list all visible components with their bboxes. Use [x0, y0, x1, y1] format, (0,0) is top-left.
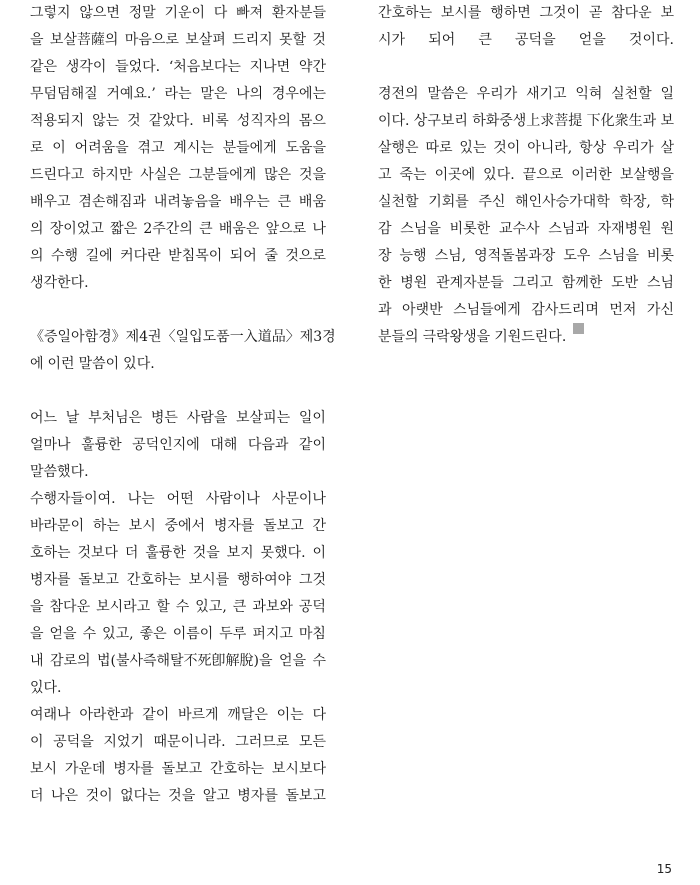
text-line: 고 죽는 이곳에 있다. 끝으로 이러한 보살행을	[378, 167, 674, 183]
text-line: 이 공덕을 지었기 때문이니라. 그러므로 모든	[30, 734, 326, 750]
text-line: 과 아랫반 스님들에게 감사드리며 먼저 가신	[378, 302, 674, 318]
text-line: 수행자들이여. 나는 어떤 사람이나 사문이나	[30, 491, 326, 507]
text-line: 얼마나 훌륭한 공덕인지에 대해 다음과 같이	[30, 437, 326, 453]
text-line: 호하는 것보다 더 훌륭한 것을 보지 못했다. 이	[30, 545, 326, 561]
text-line: 시가 되어 큰 공덕을 얻을 것이다.	[378, 32, 674, 48]
text-line: 을 참다운 보시라고 할 수 있고, 큰 과보와 공덕	[30, 599, 326, 615]
text-line: 을 얻을 수 있고, 좋은 이름이 두루 퍼지고 마침	[30, 626, 326, 642]
text-line: 바라문이 하는 보시 중에서 병자를 돌보고 간	[30, 518, 326, 534]
text-line: 에 이런 말씀이 있다.	[30, 356, 155, 372]
text-line: 의 수행 길에 커다란 받침목이 되어 줄 것으로	[30, 248, 326, 264]
end-mark-icon	[573, 323, 584, 334]
text-line: 한 병원 관계자분들 그리고 함께한 도반 스님	[378, 275, 674, 291]
paragraph-gap	[378, 54, 674, 81]
right-column	[378, 0, 674, 351]
text-line: 간호하는 보시를 행하면 그것이 곧 참다운 보	[378, 5, 674, 21]
text-line: 생각한다.	[30, 275, 89, 291]
paragraph-gap	[30, 297, 326, 324]
text-line: 감 스님을 비롯한 교수사 스님과 자재병원 원	[378, 221, 674, 237]
text-line: 살행은 따로 있는 것이 아니라, 항상 우리가 살	[378, 140, 674, 156]
text-line: 여래나 아라한과 같이 바르게 깨달은 이는 다	[30, 707, 326, 723]
text-line: 내 감로의 법(불사즉해탈不死卽解脫)을 얻을 수	[30, 653, 326, 669]
text-line: 무덤덤해질 거예요.’ 라는 말은 나의 경우에는	[30, 86, 326, 102]
text-line: 병자를 돌보고 간호하는 보시를 행하여야 그것	[30, 572, 326, 588]
text-line: 장 능행 스님, 영적돌봄과장 도우 스님을 비롯	[378, 248, 674, 264]
left-column	[30, 0, 336, 810]
page-number: 15	[656, 862, 672, 876]
text-line: 어느 날 부처님은 병든 사람을 보살피는 일이	[30, 410, 326, 426]
text-line: 같은 생각이 들었다. ‘처음보다는 지나면 약간	[30, 59, 326, 75]
text-line: 적용되지 않는 것 같았다. 비록 성직자의 몸으	[30, 113, 326, 129]
text-line: 보시 가운데 병자를 돌보고 간호하는 보시보다	[30, 761, 326, 777]
text-line: 의 장이었고 짧은 2주간의 큰 배움은 앞으로 나	[30, 221, 326, 237]
text-line: 배우고 겸손해짐과 내려놓음을 배우는 큰 배움	[30, 194, 326, 210]
paragraph-gap	[30, 378, 326, 405]
text-line: 그렇지 않으면 정말 기운이 다 빠져 환자분들	[30, 5, 326, 21]
text-line: 드린다고 하지만 사실은 그분들에게 많은 것을	[30, 167, 326, 183]
text-line: 실천할 기회를 주신 해인사승가대학 학장, 학	[378, 194, 674, 210]
text-line: 로 이 어려움을 겪고 계시는 분들에게 도움을	[30, 140, 326, 156]
text-line: 을 보살菩薩의 마음으로 보살펴 드리지 못할 것	[30, 32, 326, 48]
text-line: 분들의 극락왕생을 기원드린다.	[378, 324, 674, 351]
text-line: 있다.	[30, 680, 62, 696]
text-line: 말씀했다.	[30, 464, 89, 480]
text-line: 《증일아함경》 제4권 〈일입도품一入道品〉 제3경	[30, 329, 336, 345]
text-line: 더 나은 것이 없다는 것을 알고 병자를 돌보고	[30, 788, 326, 804]
text-line: 이다. 상구보리 하화중생上求菩提 下化衆生과 보	[378, 113, 674, 129]
text-line: 경전의 말씀은 우리가 새기고 익혀 실천할 일	[378, 86, 674, 102]
